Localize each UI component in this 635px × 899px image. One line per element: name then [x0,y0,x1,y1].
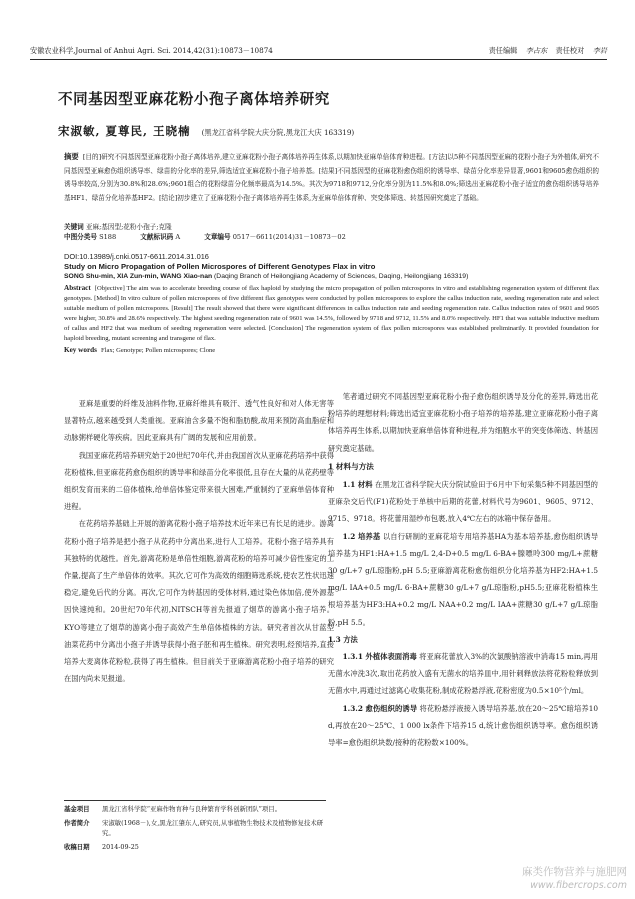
abstract-chinese [64,150,599,205]
doc-code-value: A [175,233,181,241]
english-author-line [64,272,599,282]
english-abstract-text: [Objective] The aim was to accelerate breeding course of flax haploid by studying the micro propagation of pollen microspores in vitro and establishing regeneration system of different flax genotypes. [Method] In vitro culture of pollen microspores of five different flax genotypes were conducted by pollen microspores to explore the callus induction rate, seeding regeneration rate and select suitable medium of pollen microspores. [Result] The result showed that there were significant differences in callus induction rate and seeding regeneration rate. Callus induction rates of 9601 and 9605 were higher, 30.8% and 28.6% respectively. The highest seeding regeneration rate of 9601 was 14.5%, followed by 9718 and 9712, 11.5% and 8.0% respectively. HF1 that was suitable inductive medium of callus and HF2 that was medium of seeding regeneration were selected. [Conclusion] The regeneration system of flax pollen microspores was established preliminarily. It provided foundation for haploid breeding, mutant screening and transgene of flax. [64,285,599,342]
english-keywords-label: Key words [64,346,97,354]
fund-text: 黑龙江省科学院“亚麻作物育种与良种繁育学科创新团队”项目。 [102,805,282,813]
subsection-text: 在黑龙江省科学院大庆分院试验田于6月中下旬采集5种不同基因型的亚麻杂交后代(F1)花粉处于单核中后期的花蕾,材料代号为9601、9605、9712、9715、9718。将花蕾用湿纱布包裹,放入4℃左右的冰箱中保存备用。 [328,480,598,524]
doi: DOI:10.13989/j.cnki.0517-6611.2014.31.016 [64,252,209,261]
article-title: 不同基因型亚麻花粉小孢子离体培养研究 [58,91,330,108]
footnote-divider [64,800,326,801]
site-watermark [522,866,627,892]
body-column-right [328,388,598,751]
body-paragraph: 在花药培养基础上开展的游离花粉小孢子培养技术近年来已有长足的进步。游离花粉小孢子培养是把小孢子从花药中分离出来,进行人工培养。花粉小孢子培养具有其独特的优越性。首先,游离花粉是单倍性细胞,游离花粉的培养可减少倍性鉴定的工作量,提高了生产单倍体的效率。其次,它可作为高效的细胞筛选系统,使农艺性状迅速稳定,避免后代的分离。再次,它可作为转基因的受体材料,通过染色体加倍,使外源基因快速纯和。20世纪70年代初,NITSCH等首先报道了烟草的游离小孢子培养。KYO等建立了烟草的游离小孢子高效产生单倍体植株的方法。研究者首次从甘蓝型油菜花药中分离出小孢子并诱导获得小孢子胚和再生植株。研究表明,经预培养,直接培养大麦离体花粉粒,获得了再生植株。但目前关于亚麻游离花粉小孢子培养的研究在国内尚未见报道。 [64,519,334,684]
subsection-text: 将亚麻花蕾放入3%的次氯酸钠溶液中消毒15 min,再用无菌水冲洗3次,取出花药放入盛有无菌水的培养皿中,用针刺释放法将花粉粒释放到无菌水中,再通过过滤离心收集花粉,制成花粉悬浮液,花粉密度为0.5×10⁵个/ml。 [328,652,598,696]
english-abstract-block [64,262,599,356]
body-paragraph [328,700,598,752]
footnote-block [64,804,326,855]
body-paragraph: 我国亚麻花药培养研究始于20世纪70年代,并由我国首次从亚麻花药培养中获得花粉植株,但亚麻花药愈伤组织的诱导率和绿苗分化率很低,且存在大量的从花药壁等组织发育而来的二倍体植株,给单倍体鉴定带来很大困难,严重制约了亚麻单倍体育种进程。 [64,450,334,512]
english-keywords-text: Flax; Genotype; Pollen microspores; Clone [100,347,216,354]
received-date-row [64,842,326,853]
body-paragraph [328,528,598,631]
body-paragraph [328,648,598,700]
watermark-url: www.fibercrops.com [530,880,627,891]
classification-row [64,232,599,242]
journal-citation: 安徽农业科学,Journal of Anhui Agri. Sci. 2014,42(31):10873－10874 [30,46,273,55]
article-metadata [64,222,599,242]
fund-label: 基金项目 [64,805,90,813]
english-affiliation: (Daqing Branch of Heilongjiang Academy of Sciences, Daqing, Heilongjiang 163319) [214,273,469,280]
author-bio-row [64,818,326,839]
watermark-site-name: 麻类作物营养与施肥网 [522,866,627,878]
subsection-heading: 1.3 方法 [328,634,358,644]
subsection-label: 1.3.1 外植体表面消毒 [342,652,417,662]
editor-credits [483,44,607,58]
author-affiliation: (黑龙江省科学院大庆分院,黑龙江大庆 163319) [201,128,355,137]
subsection-label: 1.1 材料 [342,480,373,490]
author-bio-label: 作者简介 [64,818,90,827]
author-names: 宋淑敏, 夏尊民, 王晓楠 [58,124,191,138]
subsection-label: 1.3.2 愈伤组织的诱导 [342,703,418,713]
body-paragraph: 笔者通过研究不同基因型亚麻花粉小孢子愈伤组织诱导及分化的差异,筛选出花粉培养的理想材料;筛选出适宜亚麻花粉小孢子培养的培养基,建立亚麻花粉小孢子离体培养再生体系,以期加快亚麻单倍体育种进程,并为细胞水平的突变体筛选、转基因研究奠定基础。 [328,392,598,453]
doc-code-label: 文献标识码 [140,233,174,241]
english-abstract [64,283,599,344]
subsection-text: 将花粉悬浮液接入诱导培养基,放在20～25℃暗培养10 d,再放在20～25℃、1 000 lx条件下培养15 d,统计愈伤组织诱导率。愈伤组织诱导率=愈伤组织块数/接种的花粉数×100%。 [328,703,598,748]
body-column-left [64,395,334,687]
keywords-text: 亚麻;基因型;花粉小孢子;克隆 [85,223,172,231]
english-authors: SONG Shu-min, XIA Zun-min, WANG Xiao-nan [64,273,213,280]
keywords-row [64,222,599,232]
article-no-label: 文章编号 [204,233,231,241]
article-no-value: 0517－6611(2014)31－10873－02 [232,233,346,241]
received-date-label: 收稿日期 [64,842,90,851]
subsection-text: 以自行研制的亚麻花培专用培养基HA为基本培养基,愈伤组织诱导培养基为HF1:HA+1.5 mg/L 2,4-D+0.5 mg/L 6-BA+腺嘌呤300 mg/L+蔗糖30 g/L+7 g/L琼脂粉,pH 5.5;亚麻游离花粉愈伤组织分化培养基为HF2:HA+1.5 mg/L IAA+0.5 mg/L 6-BA+蔗糖30 g/L+7 g/L琼脂粉,pH5.5;亚麻花粉植株生根培养基为HF3:HA+0.2 mg/L NAA+0.2 mg/L IAA+蔗糖30 g/L+7 g/L琼脂粉,pH 5.5。 [328,531,598,627]
fund-row [64,804,326,815]
author-line [58,122,598,141]
english-title: Study on Micro Propagation of Pollen Microspores of Different Genotypes Flax in vitro [64,262,376,271]
proof-label: 责任校对 [555,46,585,55]
english-abstract-label: Abstract [64,284,91,292]
received-date: 2014-09-25 [102,842,139,851]
abstract-text: [目的]研究不同基因型亚麻花粉小孢子离体培养,建立亚麻花粉小孢子离体培养再生体系,以期加快亚麻单倍体育种进程。[方法]以5种不同基因型亚麻的花粉小孢子为外植体,研究不同基因型亚麻愈伤组织诱导率、绿苗的分化率的差异,筛选适宜亚麻花粉小孢子培养基。[结果]不同基因型的亚麻花粉愈伤组织的诱导率、绿苗分化率差异显著,9601和9605愈伤组织的诱导率较高,分别为30.8%和28.6%;9601组合的花粉绿苗分化频率最高为14.5%。其次为9718和9712,分化率分别为11.5%和8.0%;筛选出亚麻花粉小孢子适宜的愈伤组织诱导培养基HF1、绿苗分化培养基HF2。[结论]初步建立了亚麻花粉小孢子离体培养再生体系,为亚麻单倍体育种、突变体筛选、转基因研究奠定了基础。 [64,153,599,202]
editor-name: 李占东 [525,46,548,55]
section-heading: 1 材料与方法 [328,461,374,471]
body-paragraph: 亚麻是重要的纤维及油料作物,亚麻纤维具有吸汗、透气性良好和对人体无害等显著特点,越来越受到人类重视。亚麻油含多量不饱和脂肪酸,故用来预防高血脂症和动脉粥样硬化等疾病。因此亚麻具有广阔的发展和应用前景。 [64,399,334,443]
proof-name: 李岩 [592,46,607,55]
editor-label: 责任编辑 [488,46,518,55]
clc-value: S188 [99,233,117,241]
english-keywords [64,345,599,356]
clc-label: 中图分类号 [64,233,97,241]
header-divider [30,59,607,60]
running-header [30,44,607,58]
keywords-label: 关键词 [64,223,84,231]
author-bio-text: 宋淑敏(1968－),女,黑龙江肇东人,研究员,从事植物生物技术及植物修复技术研究。 [102,818,324,837]
subsection-label: 1.2 培养基 [342,531,381,541]
body-paragraph [328,476,598,528]
abstract-label: 摘要 [64,152,79,161]
